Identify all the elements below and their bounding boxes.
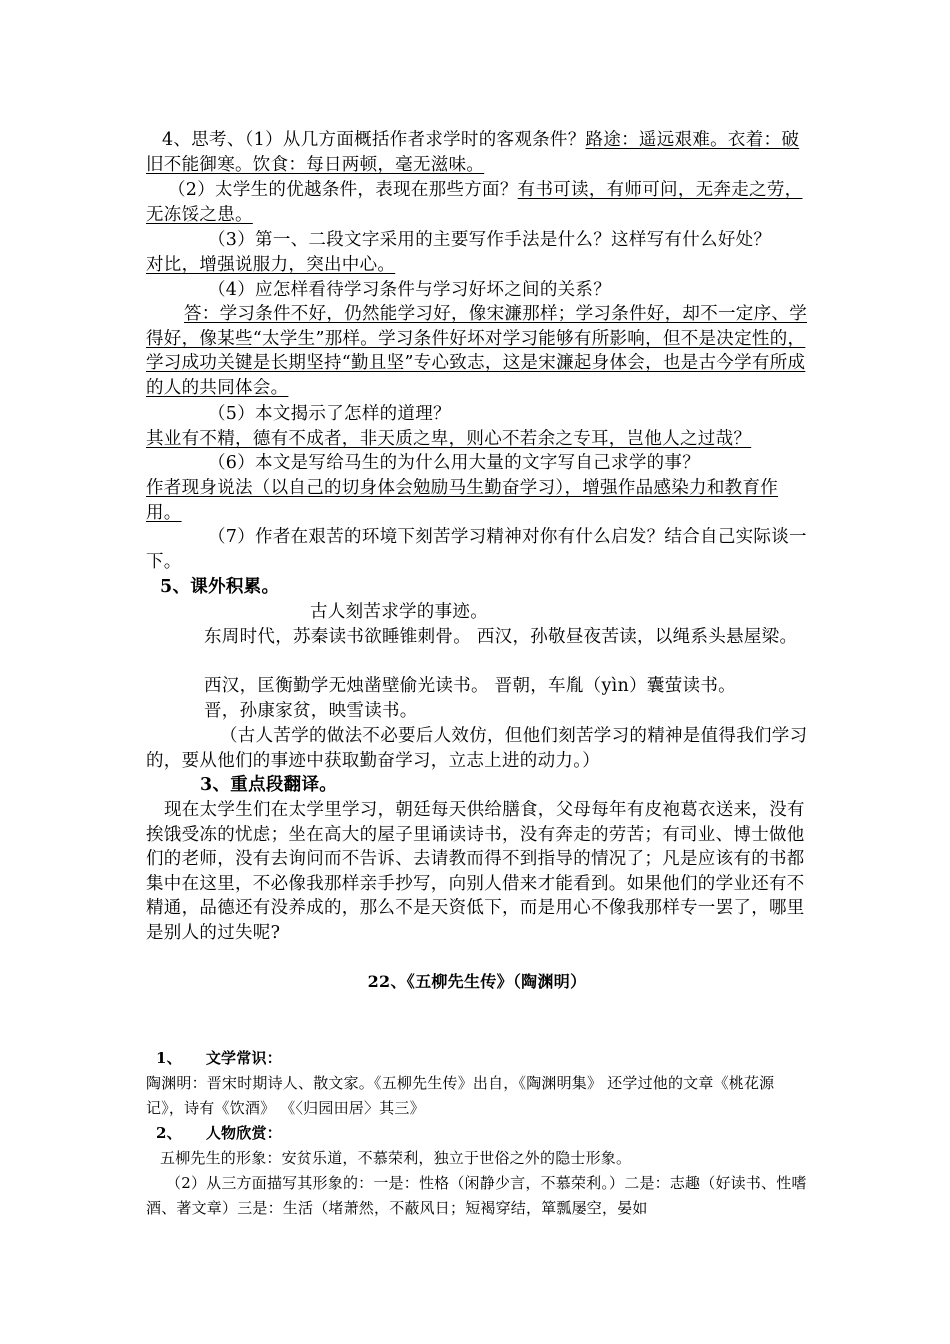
section5-line3: 晋，孙康家贫，映雪读书。 <box>204 701 418 721</box>
q4-part1-answer: 路途：遥远艰难。衣着：破旧不能御寒。饮食：每日两顿，毫无滋味。 <box>146 130 800 175</box>
q4-part4-question: （4）应怎样看待学习条件与学习好坏之间的关系？ <box>208 280 612 300</box>
section5-note: （古人苦学的做法不必要后人效仿，但他们刻苦学习的精神是值得我们学习的，要从他们的事迹中获取勤奋学习，立志上进的动力。） <box>146 726 808 771</box>
lesson22-s2-num: 2、 <box>156 1124 182 1142</box>
q4-part5-answer <box>146 427 808 452</box>
section3-heading: 3、重点段翻译。 <box>200 775 338 795</box>
section3-text: 现在太学生们在太学里学习，朝廷每天供给膳食，父母每年有皮袍葛衣送来，没有挨饿受冻的忧虑；坐在高大的屋子里诵读诗书，没有奔走的劳苦；有司业、博士做他们的老师，没有去询问而不告诉、去请教而得不到指导的情况了；凡是应该有的书都集中在这里，不必像我那样亲手抄写，向别人借来才能看到。如果他们的学业还有不精通，品德还有没养成的，那么不是天资低下，而是用心不像我那样专一罢了，哪里是别人的过失呢? <box>146 800 805 943</box>
q4-part1-question: 4、思考、（1）从几方面概括作者求学时的客观条件？ <box>162 130 586 150</box>
q4-part6-answer-text: 作者现身说法（以自己的切身体会勉励马生勤奋学习），增强作品感染力和教育作用。 <box>146 478 779 523</box>
q4-part2 <box>146 178 808 227</box>
q4-part6-question: （6）本文是写给马生的为什么用大量的文字写自己求学的事？ <box>208 453 701 473</box>
q4-part7-question: （7）作者在艰苦的环境下刻苦学习精神对你有什么启发？结合自己实际谈一下。 <box>146 527 807 572</box>
q4-part4-answer-text: 答：学习条件不好，仍然能学习好，像宋濂那样；学习条件好，却不一定序、学得好，像某些“太学生”那样。学习条件好坏对学习能够有所影响，但不是决定性的，学习成功关键是长期坚持“勤且坚”专心致志，这是宋濂起身体会，也是古今学有所成的人的共同体会。 <box>146 304 807 398</box>
lesson22-s2-title: 人物欣赏： <box>205 1124 282 1142</box>
lesson22-s1-title: 文学常识： <box>205 1049 282 1067</box>
q4-part4-answer <box>146 302 808 400</box>
lesson22-s1-heading <box>156 1046 818 1071</box>
q4-part3-answer-text: 对比，增强说服力，突出中心。 <box>146 255 396 275</box>
section5-line1: 东周时代，苏秦读书欲睡锥刺骨。 西汉，孙敬昼夜苦读，以绳系头悬屋梁。 <box>204 627 798 647</box>
q4-part5-question: （5）本文揭示了怎样的道理？ <box>208 404 451 424</box>
section5-heading: 5、课外积累。 <box>160 577 280 597</box>
section5-subtitle: 古人刻苦求学的事迹。 <box>310 602 488 622</box>
lesson22-title: 22、《五柳先生传》（陶渊明） <box>367 972 587 991</box>
lesson22-s1-text: 陶渊明：晋宋时期诗人、散文家。《五柳先生传》出自，《陶渊明集》 还学过他的文章《桃花源记》，诗有《饮酒》 《〈归园田居〉其三》 <box>146 1074 775 1117</box>
lesson22-s1-num: 1、 <box>156 1049 182 1067</box>
q4-part3-question: （3）第一、二段文字采用的主要写作手法是什么？这样写有什么好处？ <box>208 230 772 250</box>
section5-line2: 西汉，匡衡勤学无烛凿壁偷光读书。 晋朝，车胤（yìn）囊萤读书。 <box>204 676 736 696</box>
q4-part2-answer: 有书可读，有师可问，无奔走之劳，无冻馁之患。 <box>146 180 803 225</box>
q4-part1 <box>146 128 808 177</box>
q4-part5-answer-text: 其业有不精，德有不成者，非天质之卑，则心不若余之专耳，岂他人之过哉？ <box>146 429 752 449</box>
lesson22-s2-heading <box>156 1121 818 1146</box>
lesson22-s2-line1: 五柳先生的形象：安贫乐道，不慕荣利，独立于世俗之外的隐士形象。 <box>160 1149 632 1167</box>
q4-part6-answer <box>146 476 808 525</box>
q4-part2-question: （2）太学生的优越条件，表现在那些方面？ <box>168 180 518 200</box>
lesson22-s2-line2: （2）从三方面描写其形象的：一是：性格（闲静少言，不慕荣利。）二是：志趣（好读书、性嗜酒、著文章）三是：生活（堵萧然，不蔽风日；短褐穿结，箪瓢屡空，晏如 <box>146 1174 807 1217</box>
q4-part3-answer <box>146 253 808 278</box>
